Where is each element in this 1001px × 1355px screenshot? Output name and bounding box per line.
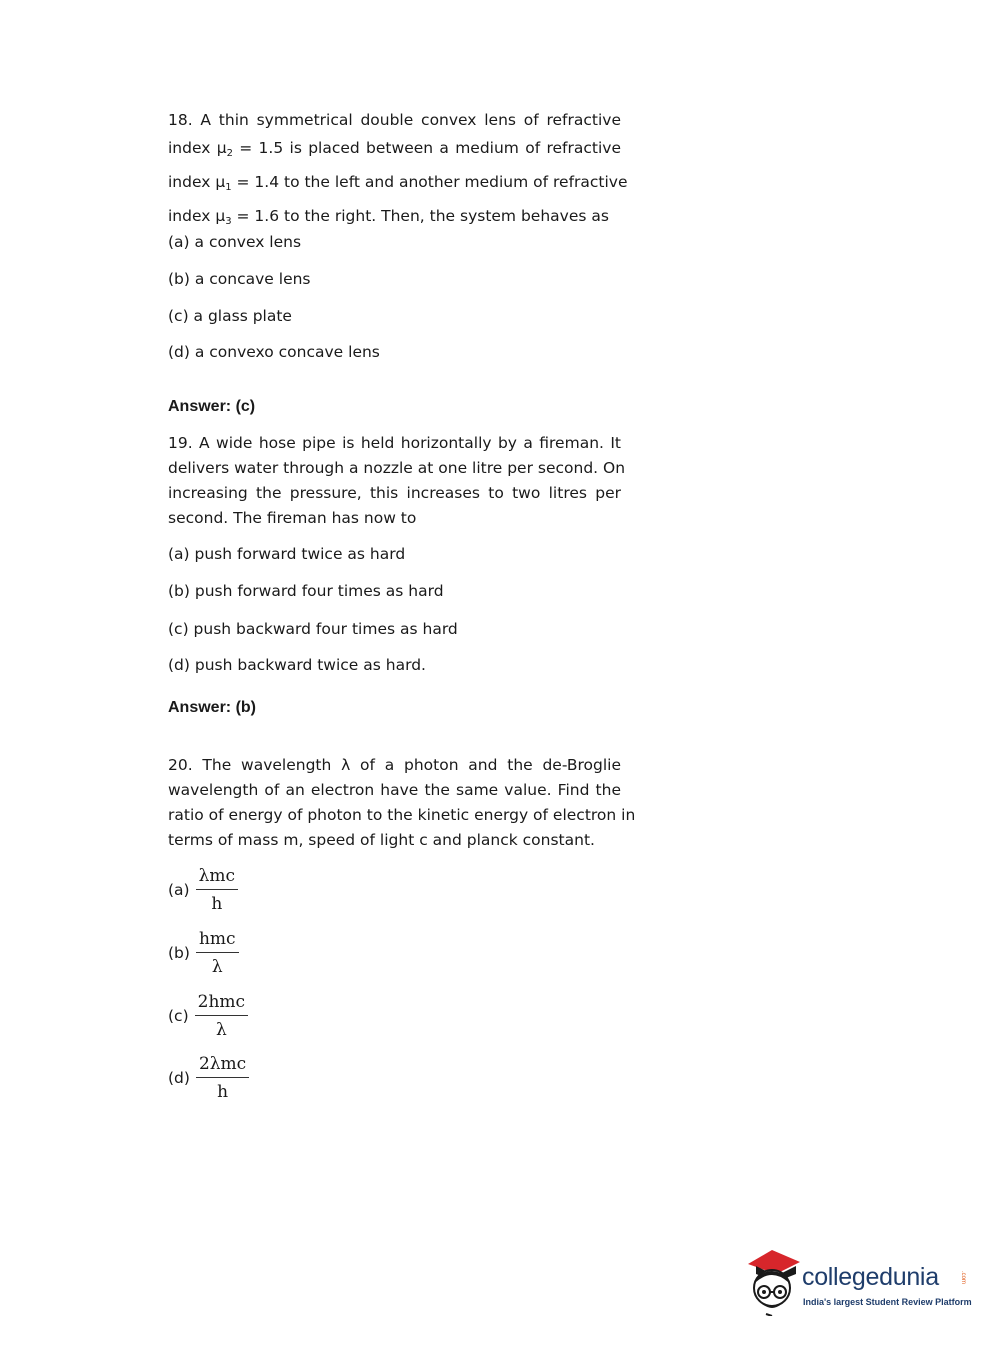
option-label: (a): [168, 881, 190, 899]
q19-line-4: second. The fireman has now to: [168, 509, 417, 527]
q18-option-b: (b) a concave lens: [168, 270, 311, 288]
q19-line-2: delivers water through a nozzle at one litre per second. On: [168, 459, 626, 477]
logo-suffix: .com: [960, 1271, 966, 1285]
option-label: (d): [168, 1069, 190, 1087]
q18-line-3: index $\mu_1 = 1.4$ to the left and another medium of refractive: [168, 173, 628, 193]
q19-line-1: 19. A wide hose pipe is held horizontally by a fireman. It: [168, 434, 621, 452]
q19-option-c: (c) push backward four times as hard: [168, 620, 458, 638]
q20-option-c: [168, 992, 248, 1040]
q18-option-d: (d) a convexo concave lens: [168, 343, 380, 361]
q20-line-3: ratio of energy of photon to the kinetic energy of electron in: [168, 806, 636, 824]
denominator: h: [217, 1082, 229, 1102]
question-20: [168, 753, 636, 853]
fraction: [196, 866, 238, 914]
option-label: (b): [168, 944, 190, 962]
q20-option-a: [168, 866, 238, 914]
q19-line-3: increasing the pressure, this increases to two litres per: [168, 484, 621, 502]
q19-option-d: (d) push backward twice as hard.: [168, 656, 426, 674]
q20-option-d: [168, 1054, 249, 1102]
question-18: [168, 106, 628, 236]
numerator: hmc: [196, 929, 239, 953]
numerator: 2λmc: [196, 1054, 249, 1078]
q18-line-2: index $\mu_2 = 1.5$ is placed between a medium of refractive: [168, 139, 621, 159]
denominator: h: [211, 894, 223, 914]
q19-option-b: (b) push forward four times as hard: [168, 582, 444, 600]
numerator: λmc: [196, 866, 238, 890]
denominator: λ: [211, 957, 223, 977]
fraction: [196, 1054, 249, 1102]
denominator: λ: [215, 1020, 227, 1040]
numerator: 2hmc: [195, 992, 248, 1016]
question-19: [168, 431, 626, 531]
q18-line-1: 18. A thin symmetrical double convex lens of refractive: [168, 111, 621, 129]
q20-line-1: 20. The wavelength λ of a photon and the de-Broglie: [168, 756, 621, 774]
fraction: [196, 929, 239, 977]
q18-answer: Answer: (c): [168, 398, 256, 415]
q19-answer: Answer: (b): [168, 699, 256, 716]
fraction: [195, 992, 248, 1040]
q18-option-c: (c) a glass plate: [168, 307, 292, 325]
logo-wordmark: collegedunia: [802, 1263, 939, 1291]
q20-line-4: terms of mass m, speed of light c and planck constant.: [168, 831, 595, 849]
q20-line-2: wavelength of an electron have the same value. Find the: [168, 781, 621, 799]
logo-tagline: India's largest Student Review Platform: [803, 1297, 972, 1307]
q19-option-a: (a) push forward twice as hard: [168, 545, 406, 563]
option-label: (c): [168, 1007, 189, 1025]
q20-option-b: [168, 929, 239, 977]
q18-option-a: (a) a convex lens: [168, 233, 302, 251]
q18-line-4: index $\mu_3 = 1.6$ to the right. Then, the system behaves as: [168, 207, 609, 227]
